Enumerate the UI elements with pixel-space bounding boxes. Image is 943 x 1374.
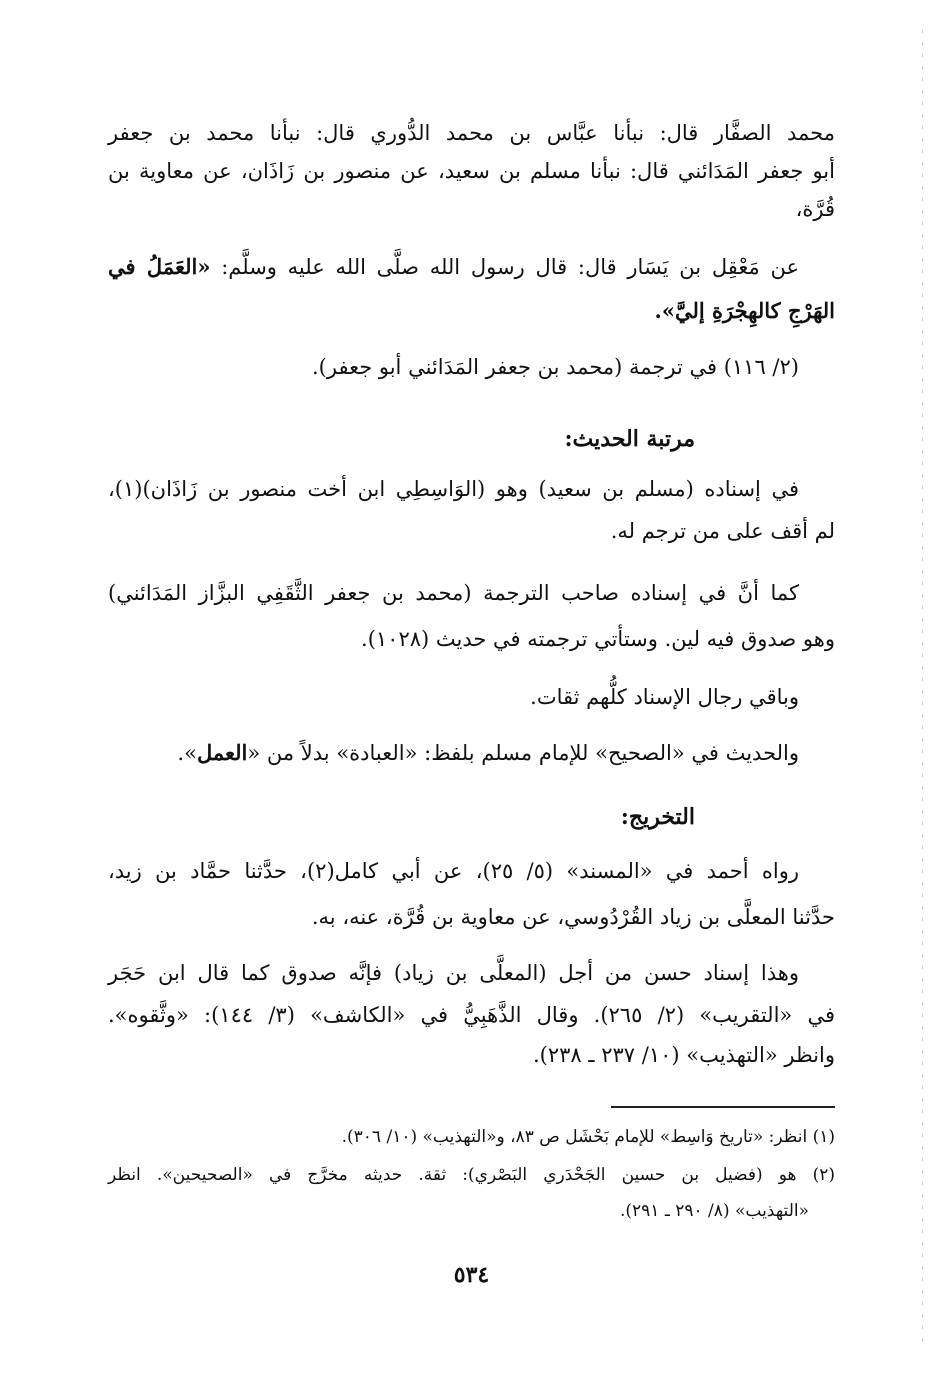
hadith-matn-end: الهَرْجِ كالهِجْرَةِ إليَّ». <box>654 298 835 323</box>
source-reference: (٢/ ١١٦) في ترجمة (محمد بن جعفر المَدَائني أبو جعفر). <box>312 355 799 379</box>
footnote-divider <box>611 1106 835 1108</box>
text-line-2: أبو جعفر المَدَائني قال: نبأنا مسلم بن سعيد، عن منصور بن زَاذَان، عن معاوية بن <box>108 159 835 183</box>
text-line-3: قُرَّة، <box>795 197 835 221</box>
section-heading-takhrij: التخريج: <box>620 804 695 830</box>
takhrij-line-5: وانظر «التهذيب» (١٠/ ٢٣٧ ـ ٢٣٨). <box>532 1043 835 1067</box>
scan-edge-line <box>922 30 923 1350</box>
page-number: ٥٣٤ <box>453 1262 490 1288</box>
takhrij-line-4: في «التقريب» (٢/ ٢٦٥). وقال الذَّهَبِيُّ في «الكاشف» (٣/ ١٤٤): «وثَّقوه». <box>108 1003 835 1027</box>
hadith-matn-start: «العَمَلُ في <box>108 254 211 279</box>
bold-word-amal: العمل <box>196 740 248 765</box>
rank-line-4: وهو صدوق فيه لين. وستأتي ترجمته في حديث (١٠٢٨). <box>361 627 835 651</box>
section-heading-rank: مرتبة الحديث: <box>564 426 695 452</box>
rank-line-3: كما أنَّ في إسناده صاحب الترجمة (محمد بن جعفر الثَّقَفِي البزَّاز المَدَائني) <box>108 581 799 605</box>
rank-line-6: والحديث في «الصحيح» للإمام مسلم بلفظ: «العبادة» بدلاً من «العمل». <box>177 740 799 765</box>
takhrij-line-2: حدَّثنا المعلَّى بن زياد القُرْدُوسي، عن معاوية بن قُرَّة، عنه، به. <box>311 905 835 929</box>
takhrij-line-1: رواه أحمد في «المسند» (٥/ ٢٥)، عن أبي كامل(٢)، حدَّثنا حمَّاد بن زيد، <box>108 859 799 883</box>
text-line-1: محمد الصفَّار قال: نبأنا عبَّاس بن محمد الدُّوري قال: نبأنا محمد بن جعفر <box>108 121 835 145</box>
rank-line-1: في إسناده (مسلم بن سعيد) وهو (الوَاسِطِي ابن أخت منصور بن زَاذَان)(١)، <box>108 477 799 501</box>
isnad-text: عن مَعْقِل بن يَسَار قال: قال رسول الله صلَّى الله عليه وسلَّم: <box>210 255 799 279</box>
footnote-2-line-2: «التهذيب» (٨/ ٢٩٠ ـ ٢٩١). <box>620 1201 809 1221</box>
footnote-2-line-1: (٢) هو (فضيل بن حسين الجَحْدَري البَصْري): ثقة. حديثه مخرَّج في «الصحيحين». انظر <box>108 1165 835 1185</box>
footnote-1: (١) انظر: «تاريخ وَاسِط» للإمام بَحْشَل ص ٨٣، و«التهذيب» (١٠/ ٣٠٦). <box>341 1127 835 1147</box>
takhrij-line-3: وهذا إسناد حسن من أجل (المعلَّى بن زياد) فإنَّه صدوق كما قال ابن حَجَر <box>108 961 799 985</box>
hadith-line-1 <box>108 252 835 282</box>
rank-line-5: وباقي رجال الإسناد كلُّهم ثقات. <box>530 685 799 709</box>
rank-line-2: لم أقف على من ترجم له. <box>610 519 835 543</box>
